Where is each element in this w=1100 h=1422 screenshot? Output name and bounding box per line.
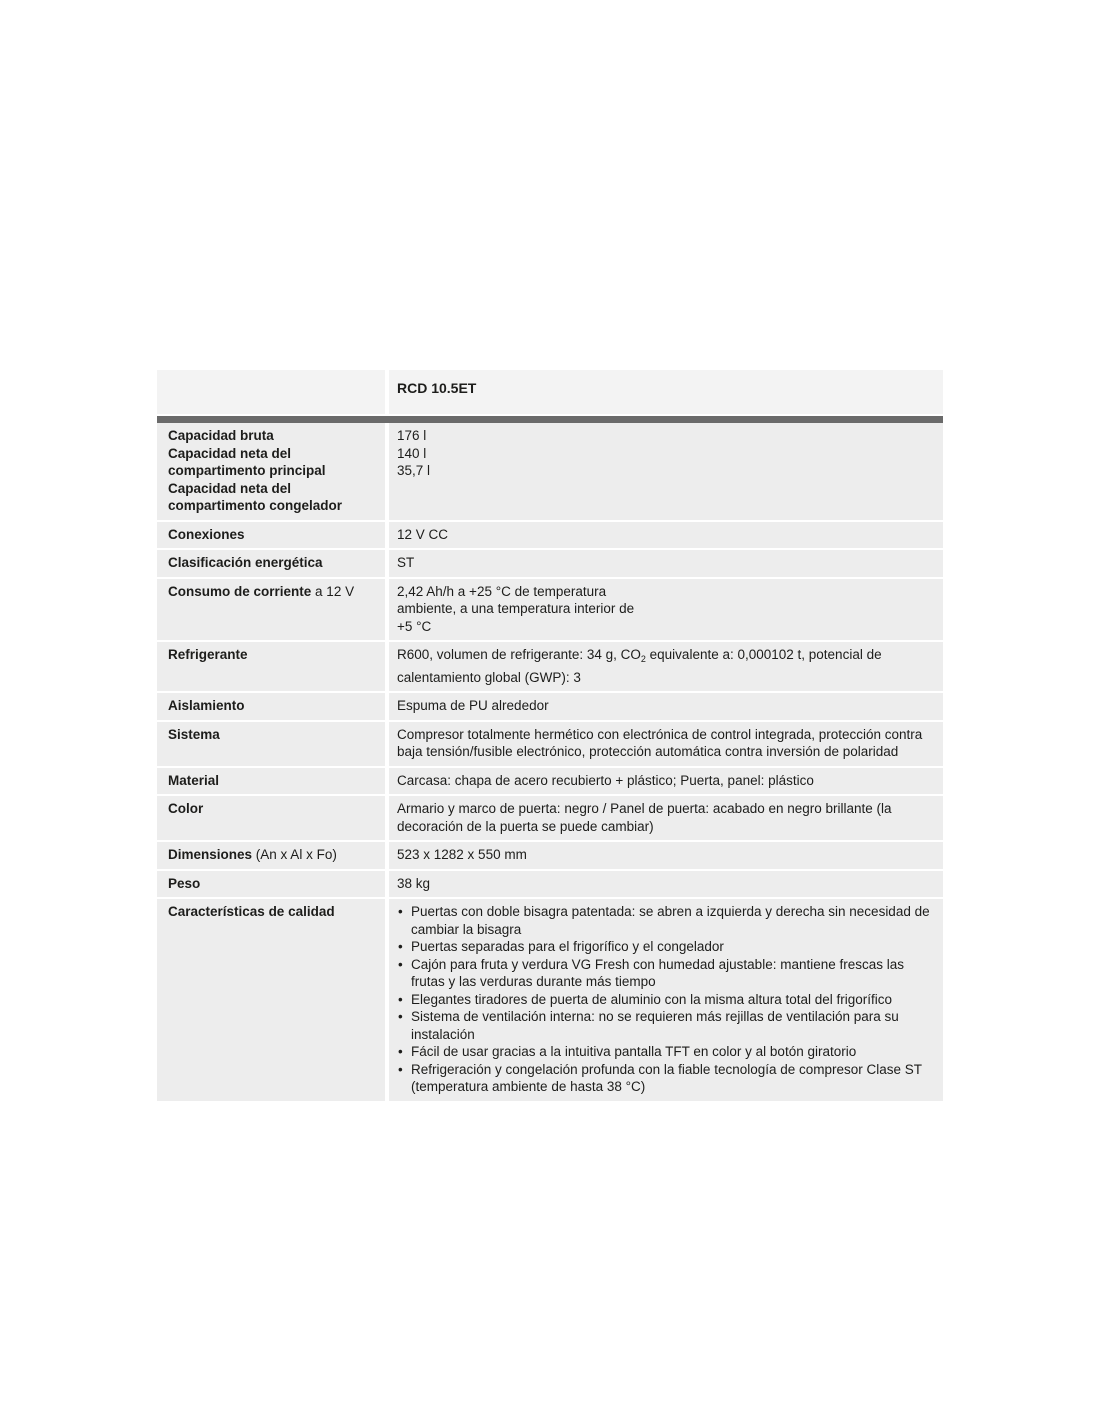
spec-value: 38 kg	[397, 875, 431, 891]
spec-value: ST	[397, 555, 415, 570]
spec-value: 140 l	[397, 445, 427, 461]
quality-feature-item: • Puertas con doble bisagra patentada: se abren a izquierda y derecha sin necesidad de cambiar la bisagra	[397, 903, 933, 938]
spec-label: Capacidad bruta	[168, 428, 274, 443]
spec-value: equivalente a: 0,000102 t, potencial de calentamiento global (GWP): 3	[397, 647, 882, 685]
spec-row-color	[157, 796, 943, 840]
spec-label-cell	[157, 899, 385, 1101]
spec-value-cell	[389, 871, 943, 898]
spec-value-cell	[389, 550, 943, 577]
spec-value: 176 l	[397, 428, 427, 443]
spec-value-cell	[389, 522, 943, 549]
quality-feature-item: • Refrigeración y congelación profunda con la fiable tecnología de compresor Clase ST (temperatura ambiente de hasta 38 °C)	[397, 1061, 933, 1096]
spec-label-cell	[157, 642, 385, 691]
spec-label-cell	[157, 522, 385, 549]
model-name: RCD 10.5ET	[397, 380, 477, 396]
spec-value: 523 x 1282 x 550 mm	[397, 847, 527, 862]
spec-label: Capacidad neta del compartimento principal	[168, 445, 326, 478]
spec-label-cell	[157, 871, 385, 898]
co2-subscript: 2	[640, 654, 646, 664]
spec-value-cell	[389, 796, 943, 840]
spec-label-cell	[157, 796, 385, 840]
header-empty-cell	[157, 370, 385, 414]
spec-label-cell	[157, 693, 385, 720]
spec-label: Capacidad neta del compartimento congelador	[168, 480, 343, 513]
spec-label: Características de calidad	[168, 904, 335, 919]
spec-row-sistema	[157, 722, 943, 766]
spec-value: 12 V CC	[397, 526, 449, 542]
spec-row-consumo-de-corriente	[157, 579, 943, 641]
spec-value: Armario y marco de puerta: negro / Panel de puerta: acabado en negro brillante (la decoración de la puerta se puede cambiar)	[397, 801, 892, 834]
spec-row-clasificacion-energetica	[157, 550, 943, 577]
spec-value-cell	[389, 842, 943, 869]
spec-label-suffix: a 12 V	[315, 583, 355, 599]
spec-label-cell	[157, 768, 385, 795]
table-header-row	[157, 370, 943, 414]
spec-value-cell	[389, 642, 943, 691]
spec-value-cell	[389, 899, 943, 1101]
spec-label: Color	[168, 801, 204, 816]
header-divider-bar	[157, 416, 943, 423]
spec-row-capacidad	[157, 423, 943, 520]
spec-label: Conexiones	[168, 526, 245, 542]
spec-label-cell	[157, 722, 385, 766]
spec-label: Dimensiones	[168, 847, 253, 862]
spec-row-aislamiento	[157, 693, 943, 720]
spec-row-peso	[157, 871, 943, 898]
spec-value-cell	[389, 722, 943, 766]
spec-label-cell	[157, 579, 385, 641]
spec-label-cell	[157, 550, 385, 577]
spec-value: Compresor totalmente hermético con electrónica de control integrada, protección contra baja tensión/fusible electrónico, protección automática contra inversión de polaridad	[397, 726, 923, 759]
quality-feature-item: • Puertas separadas para el frigorífico y el congelador	[397, 938, 933, 956]
spec-label: Aislamiento	[168, 698, 245, 713]
spec-value: R600, volumen de refrigerante: 34 g, CO	[397, 647, 641, 662]
spec-label: Refrigerante	[168, 647, 248, 662]
quality-feature-item: • Fácil de usar gracias a la intuitiva pantalla TFT en color y al botón giratorio	[397, 1043, 933, 1061]
spec-row-caracteristicas-de-calidad	[157, 899, 943, 1101]
spec-row-conexiones	[157, 522, 943, 549]
header-model-cell	[389, 370, 943, 414]
spec-value: +5 °C	[397, 618, 432, 634]
spec-value-cell	[389, 579, 943, 641]
spec-value: 35,7 l	[397, 463, 431, 478]
spec-label: Peso	[168, 875, 201, 891]
spec-value: Carcasa: chapa de acero recubierto + plástico; Puerta, panel: plástico	[397, 772, 814, 788]
product-spec-table	[157, 370, 943, 1103]
spec-label-cell	[157, 423, 385, 520]
spec-value: Espuma de PU alrededor	[397, 698, 549, 713]
spec-row-refrigerante	[157, 642, 943, 691]
spec-value-cell	[389, 423, 943, 520]
spec-label-suffix: (An x Al x Fo)	[255, 847, 337, 862]
spec-label-cell	[157, 842, 385, 869]
quality-features-list	[397, 903, 933, 1096]
quality-feature-item: • Cajón para fruta y verdura VG Fresh con humedad ajustable: mantiene frescas las frutas y las verduras durante más tiempo	[397, 956, 933, 991]
spec-label: Clasificación energética	[168, 555, 323, 570]
spec-row-dimensiones	[157, 842, 943, 869]
quality-feature-item: • Elegantes tiradores de puerta de aluminio con la misma altura total del frigorífico	[397, 991, 933, 1009]
spec-label: Consumo de corriente	[168, 583, 312, 599]
spec-label: Material	[168, 772, 220, 788]
spec-value: ambiente, a una temperatura interior de	[397, 601, 635, 616]
quality-feature-item: • Sistema de ventilación interna: no se requieren más rejillas de ventilación para su instalación	[397, 1008, 933, 1043]
spec-label: Sistema	[168, 726, 220, 742]
spec-value-cell	[389, 768, 943, 795]
spec-row-material	[157, 768, 943, 795]
spec-value-cell	[389, 693, 943, 720]
spec-value: 2,42 Ah/h a +25 °C de temperatura	[397, 583, 607, 599]
